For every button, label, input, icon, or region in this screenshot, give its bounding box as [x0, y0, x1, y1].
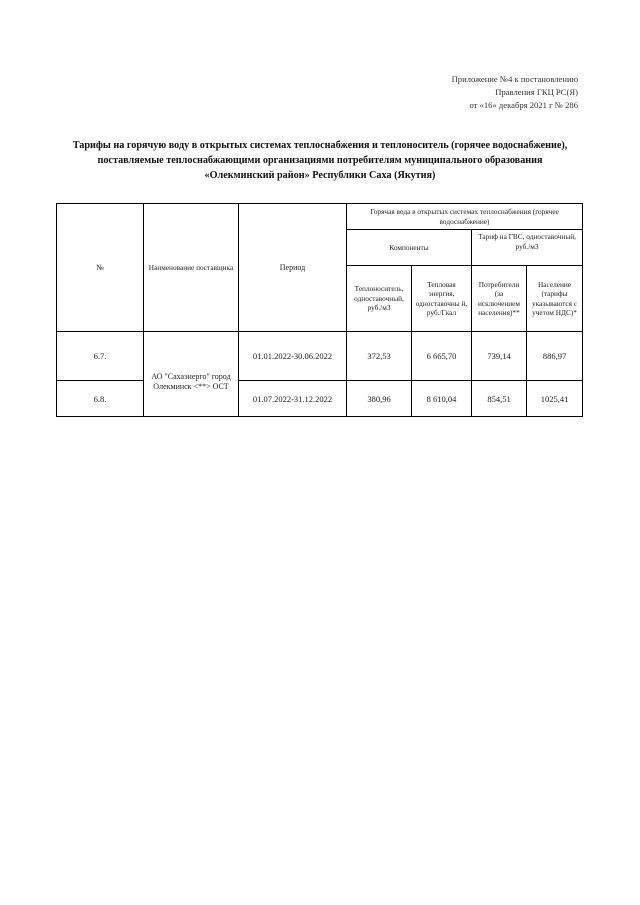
header-num: № [57, 204, 144, 332]
appendix-line-2: Правления ГКЦ РС(Я) [495, 87, 578, 97]
row-num: 6.8. [57, 381, 144, 417]
appendix-note [358, 73, 578, 112]
row-heat-energy: 8 610,04 [412, 381, 472, 417]
row-coolant: 380,96 [347, 381, 412, 417]
row-num: 6.7. [57, 332, 144, 381]
row-heat-energy: 6 665,70 [412, 332, 472, 381]
header-period: Период [239, 204, 347, 332]
row-coolant: 372,53 [347, 332, 412, 381]
tariff-table [56, 203, 583, 417]
header-population: Население (тарифы указываются с учетом НДС)* [527, 266, 583, 332]
document-title: Тарифы на горячую воду в открытых системах теплоснабжения и теплоноситель (горячее водоснабжение), поставляемые теплоснабжающими организациями потребителям муниципального образования «Олекминский район» Республики Саха (Якутия) [72, 140, 568, 181]
header-heat-energy: Тепловая энергия, одноставочны й, руб./Гкал [412, 266, 472, 332]
supplier-name: АО "Сахаэнерго" город Олекминск <**> ОСТ [144, 332, 239, 417]
header-supplier: Наименование поставщика [144, 204, 239, 332]
row-consumers: 739,14 [472, 332, 527, 381]
row-consumers: 854,51 [472, 381, 527, 417]
table-row [57, 332, 583, 381]
header-hot-water-group: Горячая вода в открытых системах теплоснабжения (горячее водоснабжение) [347, 204, 583, 230]
appendix-line-3: от «16» декабря 2021 г № 286 [469, 100, 578, 110]
header-gvs-tariff: Тариф на ГВС, одноставочный, руб./м3 [472, 230, 583, 266]
table-row [57, 381, 583, 417]
header-coolant: Теплоноситель, одноставочный, руб./м3 [347, 266, 412, 332]
row-period: 01.01.2022-30.06.2022 [239, 332, 347, 381]
header-consumers: Потребители (за исключением населения)** [472, 266, 527, 332]
header-components: Компоненты [347, 230, 472, 266]
row-population: 886,97 [527, 332, 583, 381]
row-population: 1025,41 [527, 381, 583, 417]
appendix-line-1: Приложение №4 к постановлению [451, 74, 578, 84]
row-period: 01.07.2022-31.12.2022 [239, 381, 347, 417]
